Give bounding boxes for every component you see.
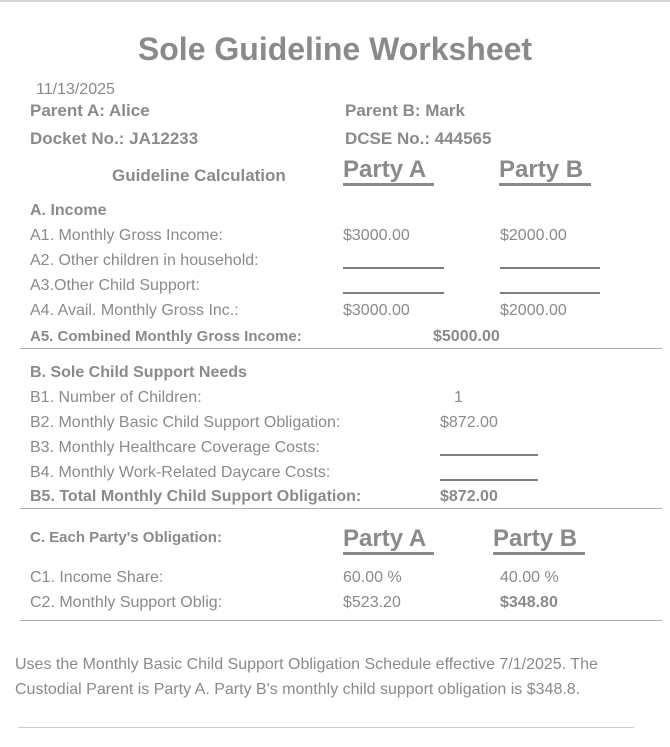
guideline-calculation-header: Guideline Calculation [112,166,286,185]
section-divider [20,620,662,621]
blank-field-underline [500,253,600,269]
dcse-no: DCSE No.: 444565 [345,129,492,148]
section-b-heading: B. Sole Child Support Needs [30,364,247,381]
party-b-column-header: Party B [493,526,585,555]
section-b-total-value: $872.00 [440,488,498,505]
row-label: B1. Number of Children: [30,389,202,406]
party-a-column-header: Party A [343,526,434,555]
row-value: 1 [454,389,463,406]
date: 11/13/2025 [36,81,115,98]
row-value-party-a: $3000.00 [343,302,410,319]
section-divider [20,348,662,349]
row-label: A1. Monthly Gross Income: [30,227,223,244]
row-label: C2. Monthly Support Oblig: [30,594,223,611]
row-value-party-b: $2000.00 [500,302,567,319]
row-label: A2. Other children in household: [30,252,259,269]
section-b-total-label: B5. Total Monthly Child Support Obligation: [30,488,362,505]
footer-note: Uses the Monthly Basic Child Support Obligation Schedule effective 7/1/2025. The Custodial Parent is Party A. Party B's monthly child support obligation is $348.8. [15,656,598,698]
section-a-total-value: $5000.00 [433,328,500,345]
party-b-column-header: Party B [499,157,591,186]
party-a-column-header: Party A [343,157,434,186]
blank-field-underline [343,253,444,269]
section-a-total-label: A5. Combined Monthly Gross Income: [30,328,302,345]
blank-field-underline [440,465,538,481]
page-title: Sole Guideline Worksheet [137,31,533,67]
blank-field-underline [343,278,444,294]
bottom-rule [18,727,634,728]
parent-a-label: Parent A: Alice [30,101,150,120]
section-a-heading: A. Income [30,202,107,219]
row-value-party-a: $3000.00 [343,227,410,244]
blank-field-underline [500,278,600,294]
row-value-party-a: $523.20 [343,594,401,611]
row-label: B2. Monthly Basic Child Support Obligation: [30,414,341,431]
row-label: A3.Other Child Support: [30,277,200,294]
docket-no: Docket No.: JA12233 [30,129,199,148]
row-label: A4. Avail. Monthly Gross Inc.: [30,302,239,319]
row-value-party-a: 60.00 % [343,569,402,586]
section-c-heading: C. Each Party's Obligation: [30,529,222,546]
top-border [0,0,670,2]
row-value-party-b: 40.00 % [500,569,559,586]
blank-field-underline [440,440,538,456]
row-value-party-b: $2000.00 [500,227,567,244]
row-label: B3. Monthly Healthcare Coverage Costs: [30,439,320,456]
row-value: $872.00 [440,414,498,431]
row-label: B4. Monthly Work-Related Daycare Costs: [30,464,331,481]
row-label: C1. Income Share: [30,569,164,586]
section-divider [20,508,662,509]
row-value-party-b: $348.80 [500,594,558,611]
parent-b-label: Parent B: Mark [345,101,465,120]
